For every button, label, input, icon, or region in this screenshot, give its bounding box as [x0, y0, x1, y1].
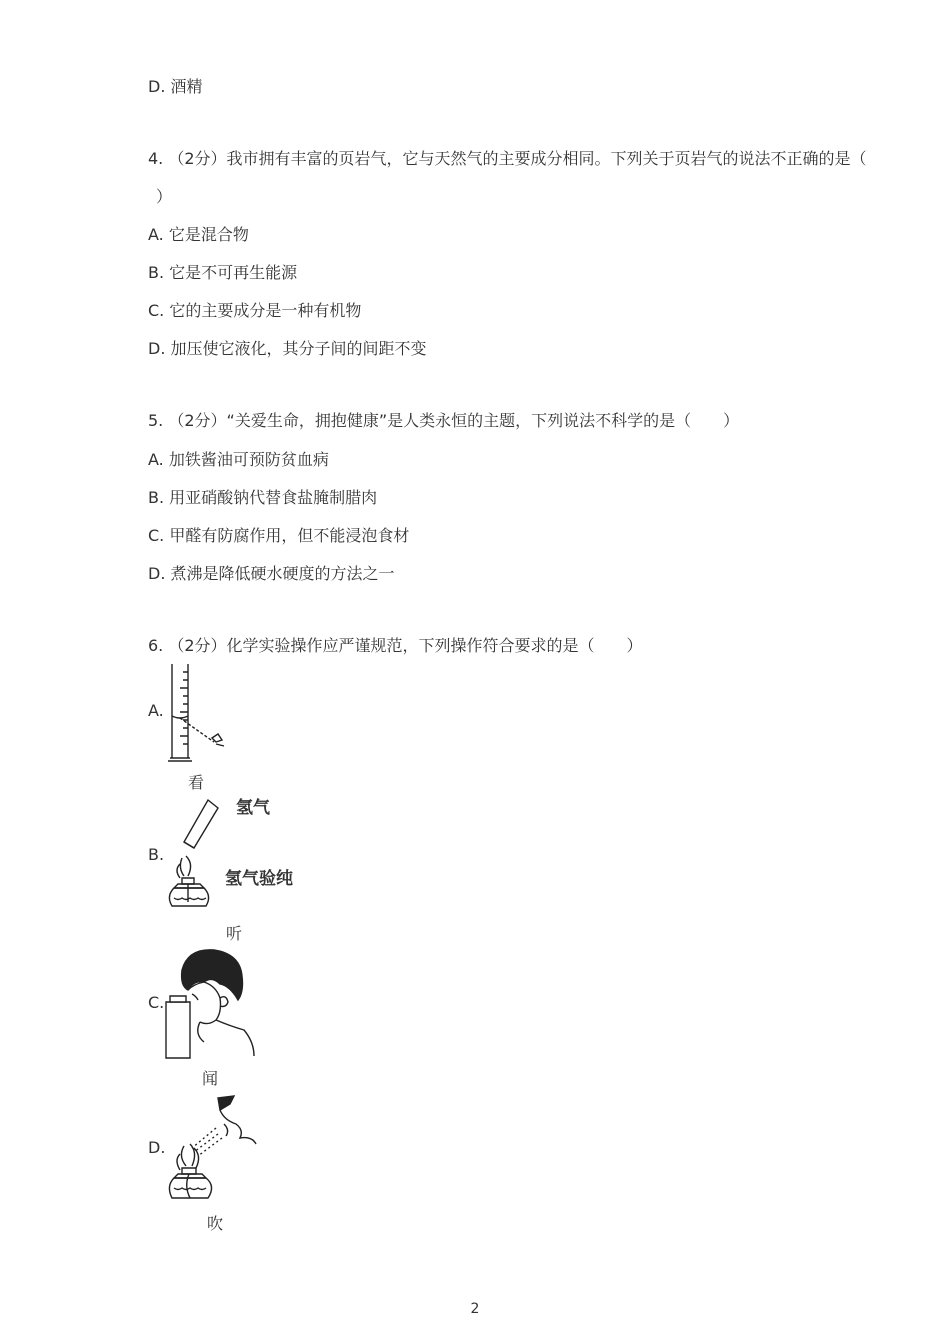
q4-stem-line1: 4. （2分）我市拥有丰富的页岩气，它与天然气的主要成分相同。下列关于页岩气的说法不正确的是（ [148, 149, 867, 168]
q3-option-d: D. 酒精 [148, 77, 203, 96]
q6-option-d-caption: 吹 [207, 1214, 224, 1233]
page-number: 2 [470, 1301, 480, 1317]
q6-option-d-label: D. [148, 1138, 166, 1157]
q6-option-b-caption: 听 [226, 924, 243, 943]
q6-option-a-caption: 看 [188, 773, 205, 792]
blowing-lamp-figure [164, 1094, 264, 1206]
q5-option-a: A. 加铁酱油可预防贫血病 [148, 450, 329, 469]
q6-option-c-caption: 闻 [202, 1069, 219, 1088]
hydrogen-label: 氢气 [236, 798, 270, 818]
q6-option-a-label: A. [148, 701, 164, 720]
cylinder-reading-figure [166, 664, 236, 764]
q6-option-b-label: B. [148, 845, 165, 864]
q5-option-d: D. 煮沸是降低硬水硬度的方法之一 [148, 564, 395, 583]
q4-option-d: D. 加压使它液化，其分子间的间距不变 [148, 339, 427, 358]
q5-option-c: C. 甲醛有防腐作用，但不能浸泡食材 [148, 526, 410, 545]
q5-option-b: B. 用亚硝酸钠代替食盐腌制腊肉 [148, 488, 378, 507]
q4-option-a: A. 它是混合物 [148, 225, 249, 244]
hydrogen-purity-test-label: 氢气验纯 [225, 869, 293, 889]
q4-option-c: C. 它的主要成分是一种有机物 [148, 301, 362, 320]
q4-stem-line2: ） [156, 187, 173, 206]
hydrogen-test-figure [164, 798, 234, 916]
q6-option-c-label: C. [148, 993, 165, 1012]
q5-stem: 5. （2分）“关爱生命，拥抱健康”是人类永恒的主题，下列说法不科学的是（ ） [148, 411, 740, 430]
q4-option-b: B. 它是不可再生能源 [148, 263, 298, 282]
q6-stem: 6. （2分）化学实验操作应严谨规范，下列操作符合要求的是（ ） [148, 636, 643, 655]
smelling-figure [164, 946, 259, 1060]
